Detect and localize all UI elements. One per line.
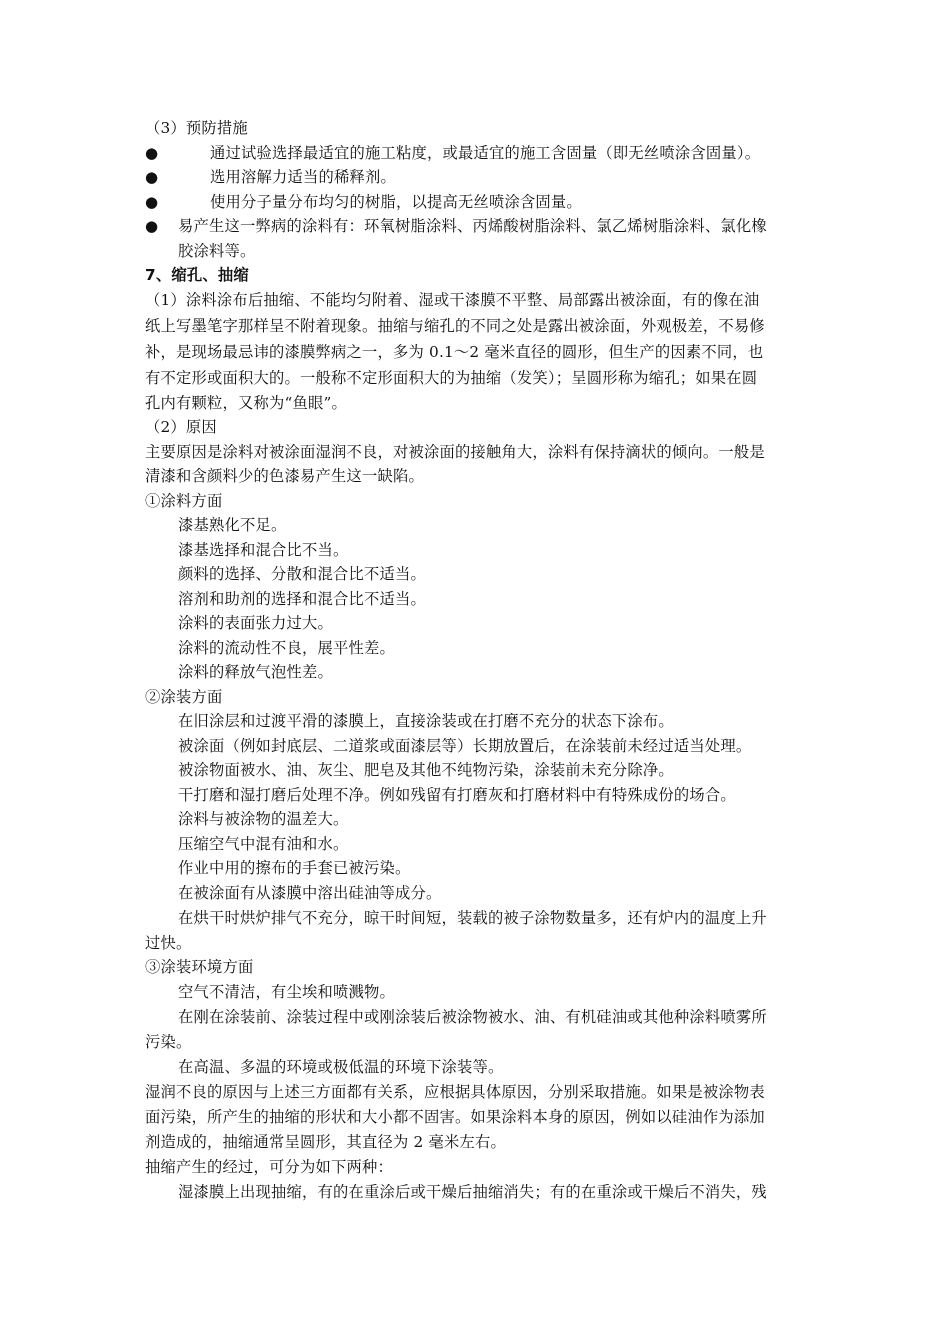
paragraph-line: （1）涂料涂布后抽缩、不能均匀附着、湿或干漆膜不平整、局部露出被涂面，有的像在油	[145, 291, 760, 309]
list-item: 涂料的释放气泡性差。	[178, 663, 333, 681]
bullet-item: 通过试验选择最适宜的施工粘度，或最适宜的施工含固量（即无丝喷涂含固量）。	[210, 144, 761, 162]
list-item: 颜料的选择、分散和混合比不适当。	[178, 565, 426, 583]
list-item: 涂料的流动性不良，展平性差。	[178, 639, 395, 657]
paragraph-line: 抽缩产生的经过，可分为如下两种：	[145, 1158, 393, 1176]
list-item: 干打磨和湿打磨后处理不净。例如残留有打磨灰和打磨材料中有特殊成份的场合。	[178, 786, 736, 804]
list-item: 漆基选择和混合比不当。	[178, 541, 349, 559]
bullet-icon: ●	[145, 217, 159, 235]
subsection-heading: ③涂装环境方面	[145, 958, 254, 976]
list-item: 空气不清洁，有尘埃和喷溅物。	[178, 983, 395, 1001]
subsection-heading: ②涂装方面	[145, 688, 223, 706]
bullet-icon: ●	[145, 193, 159, 211]
list-item: 在旧涂层和过渡平滑的漆膜上，直接涂装或在打磨不充分的状态下涂布。	[178, 712, 674, 730]
paragraph-line: 湿漆膜上出现抽缩，有的在重涂后或干燥后抽缩消失；有的在重涂或干燥后不消失，残	[178, 1183, 767, 1201]
paragraph-line: 补，是现场最忌讳的漆膜弊病之一，多为 0.1～2 毫米直径的圆形，但生产的因素不同，也	[145, 343, 764, 361]
paragraph-line: 有不定形或面积大的。一般称不定形面积大的为抽缩（发笑）；呈圆形称为缩孔；如果在圆	[145, 369, 758, 387]
list-item: 涂料与被涂物的温差大。	[178, 810, 349, 828]
paragraph-line: 纸上写墨笔字那样呈不附着现象。抽缩与缩孔的不同之处是露出被涂面，外观极差，不易修	[145, 317, 765, 335]
paragraph-line: 主要原因是涂料对被涂面湿润不良，对被涂面的接触角大，涂料有保持滴状的倾向。一般是	[145, 443, 765, 461]
list-item: 在烘干时烘炉排气不充分，晾干时间短，装载的被子涂物数量多，还有炉内的温度上升	[178, 909, 767, 927]
list-item: 涂料的表面张力过大。	[178, 614, 333, 632]
list-item-continuation: 污染。	[145, 1033, 192, 1051]
paragraph-line: 湿润不良的原因与上述三方面都有关系，应根据具体原因，分别采取措施。如果是被涂物表	[145, 1083, 765, 1101]
list-item: 在被涂面有从漆膜中溶出硅油等成分。	[178, 884, 442, 902]
paragraph-line: 面污染，所产生的抽缩的形状和大小都不固害。如果涂料本身的原因，例如以硅油作为添加	[145, 1108, 765, 1126]
list-item: 作业中用的擦布的手套已被污染。	[178, 859, 411, 877]
paragraph-line: 剂造成的，抽缩通常呈圆形，其直径为 2 毫米左右。	[145, 1133, 506, 1151]
cause-heading: （2）原因	[145, 418, 217, 436]
bullet-item: 使用分子量分布均匀的树脂，以提高无丝喷涂含固量。	[210, 193, 582, 211]
paragraph-line: 清漆和含颜料少的色漆易产生这一缺陷。	[145, 467, 424, 485]
list-item: 被涂物面被水、油、灰尘、肥皂及其他不纯物污染，涂装前未充分除净。	[178, 761, 674, 779]
bullet-item: 选用溶解力适当的稀释剂。	[210, 168, 396, 186]
list-item: 压缩空气中混有油和水。	[178, 835, 349, 853]
bullet-item: 易产生这一弊病的涂料有：环氧树脂涂料、丙烯酸树脂涂料、氯乙烯树脂涂料、氯化橡	[178, 217, 767, 235]
list-item: 被涂面（例如封底层、二道浆或面漆层等）长期放置后，在涂装前未经过适当处理。	[178, 737, 752, 755]
list-item: 漆基熟化不足。	[178, 516, 287, 534]
list-item: 在刚在涂装前、涂装过程中或刚涂装后被涂物被水、油、有机硅油或其他种涂料喷雾所	[178, 1008, 767, 1026]
prevention-heading: （3）预防措施	[145, 119, 248, 137]
list-item: 在高温、多温的环境或极低温的环境下涂装等。	[178, 1058, 504, 1076]
section-title: 7、缩孔、抽缩	[145, 266, 249, 284]
list-item-continuation: 过快。	[145, 934, 192, 952]
bullet-item-continuation: 胶涂料等。	[178, 242, 256, 260]
paragraph-line: 孔内有颗粒，又称为“鱼眼”。	[145, 394, 348, 412]
subsection-heading: ①涂料方面	[145, 492, 223, 510]
bullet-icon: ●	[145, 144, 159, 162]
list-item: 溶剂和助剂的选择和混合比不适当。	[178, 590, 426, 608]
bullet-icon: ●	[145, 168, 159, 186]
